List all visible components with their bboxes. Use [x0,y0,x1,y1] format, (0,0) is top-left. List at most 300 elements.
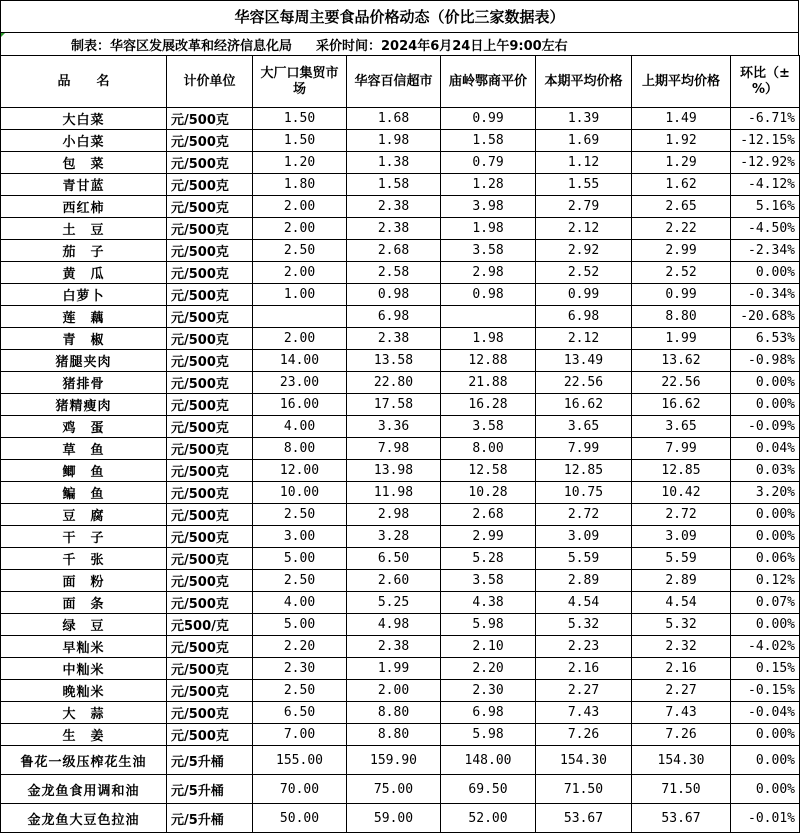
cell-avg-prev: 22.56 [632,372,731,394]
cell-market-b: 13.58 [347,350,441,372]
cell-change: 0.06% [731,548,800,570]
cell-avg-prev: 1.92 [632,130,731,152]
cell-change: -6.71% [731,108,800,130]
cell-avg-prev: 16.62 [632,394,731,416]
table-row [1,262,800,284]
table-row [1,548,800,570]
cell-avg-now: 13.49 [536,350,632,372]
cell-market-a: 1.00 [253,284,347,306]
cell-market-c: 2.99 [441,526,536,548]
cell-change: 0.00% [731,746,800,775]
cell-avg-now: 2.12 [536,218,632,240]
cell-market-b: 4.98 [347,614,441,636]
cell-market-a: 1.50 [253,130,347,152]
cell-avg-prev: 2.52 [632,262,731,284]
cell-avg-prev: 10.42 [632,482,731,504]
table-row [1,416,800,438]
cell-avg-now: 2.79 [536,196,632,218]
cell-market-b: 2.38 [347,636,441,658]
table-row [1,775,800,804]
cell-market-b: 8.80 [347,702,441,724]
cell-name: 千 张 [1,548,167,570]
table-row [1,482,800,504]
cell-avg-prev: 1.62 [632,174,731,196]
col-header-unit: 计价单位 [167,56,253,108]
cell-change: 5.16% [731,196,800,218]
cell-avg-now: 5.59 [536,548,632,570]
cell-market-a: 10.00 [253,482,347,504]
cell-avg-prev: 4.54 [632,592,731,614]
cell-market-a: 2.00 [253,218,347,240]
cell-avg-prev: 0.99 [632,284,731,306]
cell-market-c: 3.58 [441,570,536,592]
cell-market-c: 1.98 [441,328,536,350]
cell-market-a: 2.00 [253,196,347,218]
cell-market-c [441,306,536,328]
cell-market-c: 2.68 [441,504,536,526]
cell-avg-now: 0.99 [536,284,632,306]
cell-change: -4.50% [731,218,800,240]
cell-change: -12.15% [731,130,800,152]
cell-unit: 元/500克 [167,174,253,196]
meta-row [0,32,799,56]
cell-market-c: 0.79 [441,152,536,174]
cell-unit: 元/500克 [167,372,253,394]
cell-market-b: 75.00 [347,775,441,804]
cell-change: 0.00% [731,394,800,416]
cell-name: 土 豆 [1,218,167,240]
table-row [1,350,800,372]
table-row [1,152,800,174]
cell-change: 3.20% [731,482,800,504]
cell-name: 猪腿夹肉 [1,350,167,372]
cell-name: 草 鱼 [1,438,167,460]
cell-avg-now: 2.12 [536,328,632,350]
cell-change: 0.00% [731,262,800,284]
cell-change: -0.01% [731,804,800,833]
cell-market-c: 3.58 [441,240,536,262]
cell-unit: 元/500克 [167,196,253,218]
cell-avg-now: 7.99 [536,438,632,460]
cell-market-a: 1.20 [253,152,347,174]
cell-avg-now: 16.62 [536,394,632,416]
cell-name: 西红柿 [1,196,167,218]
cell-market-b: 159.90 [347,746,441,775]
cell-market-b: 1.68 [347,108,441,130]
cell-change: -4.02% [731,636,800,658]
cell-name: 青 椒 [1,328,167,350]
cell-market-a: 2.50 [253,240,347,262]
cell-avg-prev: 5.59 [632,548,731,570]
cell-name: 生 姜 [1,724,167,746]
cell-avg-now: 5.32 [536,614,632,636]
cell-market-c: 2.98 [441,262,536,284]
cell-market-a: 3.00 [253,526,347,548]
col-header-avg-prev: 上期平均价格 [632,56,731,108]
cell-change: -0.15% [731,680,800,702]
cell-name: 鲫 鱼 [1,460,167,482]
cell-avg-prev: 1.99 [632,328,731,350]
cell-market-b: 8.80 [347,724,441,746]
sheet-title: 华容区每周主要食品价格动态（价比三家数据表） [0,0,799,33]
cell-market-c: 5.28 [441,548,536,570]
cell-avg-now: 7.26 [536,724,632,746]
cell-market-b: 22.80 [347,372,441,394]
cell-market-b: 3.28 [347,526,441,548]
cell-unit: 元/5升桶 [167,775,253,804]
cell-unit: 元500/克 [167,614,253,636]
cell-market-b: 2.98 [347,504,441,526]
cell-unit: 元/500克 [167,240,253,262]
cell-name: 金龙鱼大豆色拉油 [1,804,167,833]
cell-avg-now: 1.39 [536,108,632,130]
cell-avg-prev: 71.50 [632,775,731,804]
cell-name: 鸡 蛋 [1,416,167,438]
cell-name: 茄 子 [1,240,167,262]
cell-avg-prev: 2.16 [632,658,731,680]
cell-avg-now: 1.55 [536,174,632,196]
cell-change: -12.92% [731,152,800,174]
cell-market-b: 2.38 [347,328,441,350]
price-table [0,55,800,833]
cell-avg-prev: 3.09 [632,526,731,548]
cell-unit: 元/500克 [167,724,253,746]
cell-market-a: 5.00 [253,548,347,570]
cell-market-c: 52.00 [441,804,536,833]
cell-market-a: 6.50 [253,702,347,724]
cell-change: 0.00% [731,614,800,636]
cell-market-a: 2.20 [253,636,347,658]
table-row [1,504,800,526]
cell-avg-prev: 2.65 [632,196,731,218]
cell-name: 大白菜 [1,108,167,130]
cell-market-b: 2.68 [347,240,441,262]
table-row [1,174,800,196]
cell-market-b: 5.25 [347,592,441,614]
cell-change: 6.53% [731,328,800,350]
cell-market-a: 23.00 [253,372,347,394]
cell-market-a: 5.00 [253,614,347,636]
table-row [1,328,800,350]
maker-label: 制表：华容区发展改革和经济信息化局 [71,38,293,54]
cell-name: 猪精瘦肉 [1,394,167,416]
cell-market-a: 7.00 [253,724,347,746]
cell-change: -0.04% [731,702,800,724]
cell-avg-prev: 7.43 [632,702,731,724]
cell-market-a: 2.00 [253,328,347,350]
cell-name: 大 蒜 [1,702,167,724]
table-row [1,240,800,262]
cell-market-a: 2.50 [253,504,347,526]
cell-market-c: 5.98 [441,724,536,746]
cell-name: 鲁花一级压榨花生油 [1,746,167,775]
cell-market-a: 155.00 [253,746,347,775]
cell-avg-now: 3.09 [536,526,632,548]
table-row [1,592,800,614]
table-row [1,570,800,592]
cell-market-c: 148.00 [441,746,536,775]
cell-market-c: 1.58 [441,130,536,152]
cell-name: 中籼米 [1,658,167,680]
cell-market-c: 1.28 [441,174,536,196]
cell-change: 0.07% [731,592,800,614]
cell-unit: 元/500克 [167,526,253,548]
cell-market-a: 2.50 [253,680,347,702]
cell-unit: 元/500克 [167,152,253,174]
table-row [1,394,800,416]
cell-avg-prev: 7.99 [632,438,731,460]
cell-name: 莲 藕 [1,306,167,328]
cell-avg-now: 53.67 [536,804,632,833]
col-header-market-c: 庙岭鄂商平价 [441,56,536,108]
table-row [1,746,800,775]
cell-market-a: 70.00 [253,775,347,804]
cell-market-b: 17.58 [347,394,441,416]
collection-time: 采价时间：2024年6月24日上午9:00左右 [316,38,568,54]
cell-avg-now: 154.30 [536,746,632,775]
cell-change: -20.68% [731,306,800,328]
table-row [1,438,800,460]
cell-name: 包 菜 [1,152,167,174]
cell-market-b: 1.38 [347,152,441,174]
table-row [1,306,800,328]
cell-avg-now: 1.69 [536,130,632,152]
cell-unit: 元/500克 [167,328,253,350]
cell-market-c: 10.28 [441,482,536,504]
cell-avg-now: 71.50 [536,775,632,804]
col-header-name: 品 名 [1,56,167,108]
table-row [1,614,800,636]
cell-market-a: 12.00 [253,460,347,482]
cell-market-a: 8.00 [253,438,347,460]
cell-market-c: 4.38 [441,592,536,614]
cell-market-b: 11.98 [347,482,441,504]
cell-name: 早籼米 [1,636,167,658]
cell-avg-now: 4.54 [536,592,632,614]
cell-market-b: 2.60 [347,570,441,592]
table-row [1,130,800,152]
cell-change: 0.00% [731,526,800,548]
table-row [1,804,800,833]
cell-avg-prev: 5.32 [632,614,731,636]
cell-change: 0.00% [731,775,800,804]
cell-avg-now: 2.72 [536,504,632,526]
cell-unit: 元/500克 [167,460,253,482]
cell-unit: 元/500克 [167,284,253,306]
cell-market-a: 16.00 [253,394,347,416]
table-row [1,724,800,746]
cell-market-a: 50.00 [253,804,347,833]
cell-avg-prev: 13.62 [632,350,731,372]
cell-avg-prev: 2.27 [632,680,731,702]
cell-unit: 元/500克 [167,108,253,130]
table-row [1,460,800,482]
table-row [1,108,800,130]
table-row [1,680,800,702]
cell-unit: 元/500克 [167,504,253,526]
cell-market-b: 13.98 [347,460,441,482]
cell-name: 鳊 鱼 [1,482,167,504]
cell-market-a: 4.00 [253,592,347,614]
cell-change: 0.04% [731,438,800,460]
cell-market-a: 4.00 [253,416,347,438]
cell-unit: 元/500克 [167,592,253,614]
cell-market-b: 2.58 [347,262,441,284]
col-header-avg-now: 本期平均价格 [536,56,632,108]
cell-market-c: 16.28 [441,394,536,416]
cell-change: 0.15% [731,658,800,680]
cell-avg-prev: 12.85 [632,460,731,482]
cell-market-b: 6.98 [347,306,441,328]
cell-market-c: 0.99 [441,108,536,130]
cell-avg-now: 2.92 [536,240,632,262]
table-row [1,702,800,724]
cell-market-c: 12.58 [441,460,536,482]
table-row [1,218,800,240]
cell-market-c: 3.98 [441,196,536,218]
cell-avg-now: 10.75 [536,482,632,504]
cell-avg-now: 12.85 [536,460,632,482]
cell-avg-now: 2.52 [536,262,632,284]
cell-market-c: 3.58 [441,416,536,438]
cell-market-c: 2.30 [441,680,536,702]
cell-market-b: 0.98 [347,284,441,306]
cell-name: 面 条 [1,592,167,614]
cell-change: -0.98% [731,350,800,372]
cell-change: 0.12% [731,570,800,592]
cell-market-a: 2.50 [253,570,347,592]
col-header-market-a: 大厂口集贸市场 [253,56,347,108]
table-row [1,636,800,658]
cell-name: 绿 豆 [1,614,167,636]
cell-avg-now: 2.27 [536,680,632,702]
cell-change: -0.34% [731,284,800,306]
cell-unit: 元/500克 [167,218,253,240]
cell-unit: 元/500克 [167,130,253,152]
cell-change: -0.09% [731,416,800,438]
cell-unit: 元/500克 [167,416,253,438]
cell-market-a: 1.80 [253,174,347,196]
cell-market-b: 2.00 [347,680,441,702]
cell-market-c: 21.88 [441,372,536,394]
cell-name: 晚籼米 [1,680,167,702]
table-row [1,526,800,548]
cell-avg-now: 22.56 [536,372,632,394]
cell-unit: 元/500克 [167,350,253,372]
cell-name: 白萝卜 [1,284,167,306]
cell-name: 黄 瓜 [1,262,167,284]
cell-avg-now: 1.12 [536,152,632,174]
table-row [1,372,800,394]
cell-market-c: 5.98 [441,614,536,636]
cell-change: 0.00% [731,504,800,526]
cell-market-b: 2.38 [347,218,441,240]
cell-unit: 元/500克 [167,702,253,724]
cell-avg-prev: 7.26 [632,724,731,746]
cell-avg-prev: 2.89 [632,570,731,592]
cell-market-b: 7.98 [347,438,441,460]
cell-avg-now: 3.65 [536,416,632,438]
cell-market-a [253,306,347,328]
table-row [1,658,800,680]
cell-avg-prev: 2.72 [632,504,731,526]
cell-name: 猪排骨 [1,372,167,394]
cell-change: 0.03% [731,460,800,482]
cell-market-c: 2.10 [441,636,536,658]
cell-market-a: 2.00 [253,262,347,284]
cell-avg-prev: 2.32 [632,636,731,658]
cell-unit: 元/500克 [167,548,253,570]
cell-market-c: 8.00 [441,438,536,460]
cell-avg-prev: 3.65 [632,416,731,438]
cell-change: -4.12% [731,174,800,196]
cell-avg-prev: 2.22 [632,218,731,240]
cell-unit: 元/500克 [167,438,253,460]
cell-market-c: 0.98 [441,284,536,306]
cell-name: 青甘蓝 [1,174,167,196]
cell-unit: 元/500克 [167,570,253,592]
cell-name: 小白菜 [1,130,167,152]
cell-market-c: 2.20 [441,658,536,680]
cell-unit: 元/5升桶 [167,746,253,775]
cell-avg-now: 2.16 [536,658,632,680]
cell-name: 金龙鱼食用调和油 [1,775,167,804]
cell-avg-prev: 154.30 [632,746,731,775]
cell-market-c: 12.88 [441,350,536,372]
cell-name: 干 子 [1,526,167,548]
cell-avg-prev: 1.29 [632,152,731,174]
cell-unit: 元/5升桶 [167,804,253,833]
cell-avg-now: 6.98 [536,306,632,328]
cell-market-b: 2.38 [347,196,441,218]
cell-change: 0.00% [731,724,800,746]
cell-market-b: 3.36 [347,416,441,438]
cell-market-a: 1.50 [253,108,347,130]
cell-market-c: 1.98 [441,218,536,240]
cell-market-c: 69.50 [441,775,536,804]
cell-avg-now: 2.23 [536,636,632,658]
cell-unit: 元/500克 [167,636,253,658]
table-row [1,284,800,306]
cell-market-b: 1.58 [347,174,441,196]
cell-name: 豆 腐 [1,504,167,526]
cell-avg-now: 2.89 [536,570,632,592]
cell-market-b: 59.00 [347,804,441,833]
col-header-change: 环比（±%） [731,56,800,108]
cell-market-a: 14.00 [253,350,347,372]
cell-avg-prev: 2.99 [632,240,731,262]
cell-market-c: 6.98 [441,702,536,724]
cell-avg-prev: 53.67 [632,804,731,833]
cell-market-a: 2.30 [253,658,347,680]
cell-change: -2.34% [731,240,800,262]
cell-market-b: 1.99 [347,658,441,680]
cell-unit: 元/500克 [167,394,253,416]
cell-market-b: 1.98 [347,130,441,152]
table-row [1,196,800,218]
cell-unit: 元/500克 [167,482,253,504]
cell-unit: 元/500克 [167,262,253,284]
cell-unit: 元/500克 [167,658,253,680]
header-row [1,56,800,108]
cell-name: 面 粉 [1,570,167,592]
cell-unit: 元/500克 [167,680,253,702]
cell-avg-prev: 8.80 [632,306,731,328]
cell-unit: 元/500克 [167,306,253,328]
cell-avg-now: 7.43 [536,702,632,724]
cell-avg-prev: 1.49 [632,108,731,130]
cell-market-b: 6.50 [347,548,441,570]
